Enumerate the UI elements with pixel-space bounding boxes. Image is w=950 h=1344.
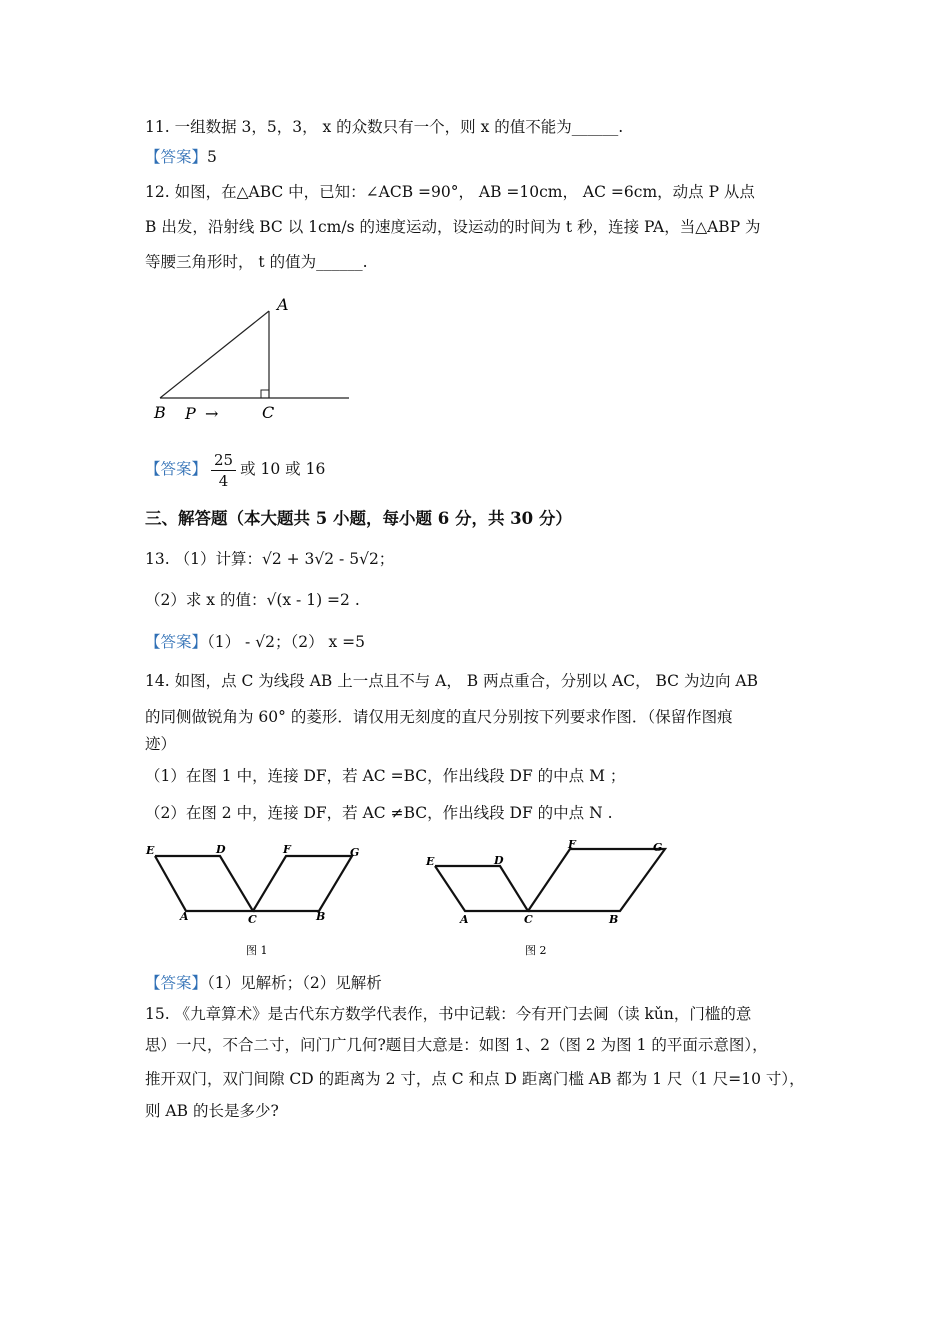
q13-line2: （2）求 x 的值：√(x - 1) =2 . bbox=[145, 591, 360, 609]
q13-answer bbox=[145, 631, 365, 653]
answer-fraction bbox=[211, 450, 236, 491]
q15-line1: 15. 《九章算术》是古代东方数学代表作，书中记载：今有开门去阃（读 kǔn，门槛的意 bbox=[145, 1005, 752, 1023]
q12-line2: B 出发，沿射线 BC 以 1cm/s 的速度运动，设运动的时间为 t 秒，连接 PA，当△ABP 为 bbox=[145, 218, 761, 236]
fig1-label-a: A bbox=[180, 910, 189, 923]
label-a: A bbox=[277, 295, 289, 314]
fig2-label-c: C bbox=[524, 913, 533, 926]
q11-text: 11. 一组数据 3，5，3， x 的众数只有一个，则 x 的值不能为______. bbox=[145, 118, 624, 136]
q14-figure-1 bbox=[140, 838, 370, 963]
answer-label: 【答案】 bbox=[145, 148, 208, 166]
fig1-label-d: D bbox=[216, 843, 226, 856]
answer-value: （1） - √2；（2） x =5 bbox=[207, 633, 366, 651]
label-c: C bbox=[262, 403, 275, 422]
fig2-label-f: F bbox=[568, 838, 576, 851]
fig1-label-f: F bbox=[283, 843, 291, 856]
fig2-label-e: E bbox=[426, 855, 435, 868]
answer-rest: 或 10 或 16 bbox=[240, 460, 326, 478]
q12-line1: 12. 如图，在△ABC 中，已知：∠ACB =90°， AB =10cm， AC =6cm，动点 P 从点 bbox=[145, 183, 755, 201]
section-heading: 三、解答题（本大题共 5 小题，每小题 6 分，共 30 分） bbox=[145, 509, 572, 528]
fig2-label-g: G bbox=[653, 841, 663, 854]
q14-line3: 迹） bbox=[145, 735, 177, 753]
q12-answer bbox=[145, 447, 325, 491]
label-b: B bbox=[154, 403, 166, 422]
q14-line5: （2）在图 2 中，连接 DF，若 AC ≠BC，作出线段 DF 的中点 N . bbox=[145, 804, 613, 822]
q12-triangle-figure bbox=[145, 290, 360, 425]
answer-label: 【答案】 bbox=[145, 460, 208, 478]
q15-line3: 推开双门，双门间隙 CD 的距离为 2 寸，点 C 和点 D 距离门槛 AB 都为 1 尺（1 尺=10 寸）， bbox=[145, 1070, 805, 1088]
q14-answer bbox=[145, 972, 382, 994]
fig1-label-g: G bbox=[350, 846, 360, 859]
q15-line4: 则 AB 的长是多少? bbox=[145, 1102, 279, 1120]
label-p: P bbox=[185, 404, 196, 423]
fraction-denominator: 4 bbox=[218, 471, 229, 490]
fig1-caption: 图 1 bbox=[246, 944, 268, 957]
answer-label: 【答案】 bbox=[145, 633, 208, 651]
q13-line1: 13. （1）计算：√2 + 3√2 - 5√2； bbox=[145, 550, 395, 568]
q11-answer bbox=[145, 146, 217, 168]
answer-value: （1）见解析；（2）见解析 bbox=[207, 974, 382, 992]
answer-value: 5 bbox=[207, 148, 217, 166]
q12-line3: 等腰三角形时， t 的值为______. bbox=[145, 253, 368, 271]
fig1-label-b: B bbox=[316, 910, 326, 923]
q14-line4: （1）在图 1 中，连接 DF，若 AC =BC，作出线段 DF 的中点 M ； bbox=[145, 767, 626, 785]
q14-line1: 14. 如图，点 C 为线段 AB 上一点且不与 A， B 两点重合，分别以 AC， BC 为边向 AB bbox=[145, 672, 758, 690]
fig1-label-c: C bbox=[248, 913, 257, 926]
fig2-label-d: D bbox=[494, 854, 504, 867]
answer-label: 【答案】 bbox=[145, 974, 208, 992]
fig1-label-e: E bbox=[146, 844, 155, 857]
fig2-label-b: B bbox=[609, 913, 619, 926]
fraction-numerator: 25 bbox=[211, 450, 236, 471]
arrow-right-icon: → bbox=[205, 404, 219, 423]
q14-figure-2 bbox=[420, 838, 670, 963]
fig2-caption: 图 2 bbox=[525, 944, 547, 957]
q14-line2: 的同侧做锐角为 60° 的菱形．请仅用无刻度的直尺分别按下列要求作图．（保留作图痕 bbox=[145, 708, 733, 726]
fig2-label-a: A bbox=[460, 913, 469, 926]
q15-line2: 思）一尺，不合二寸，问门广几何?题目大意是：如图 1、2（图 2 为图 1 的平面示意图）， bbox=[145, 1036, 768, 1054]
